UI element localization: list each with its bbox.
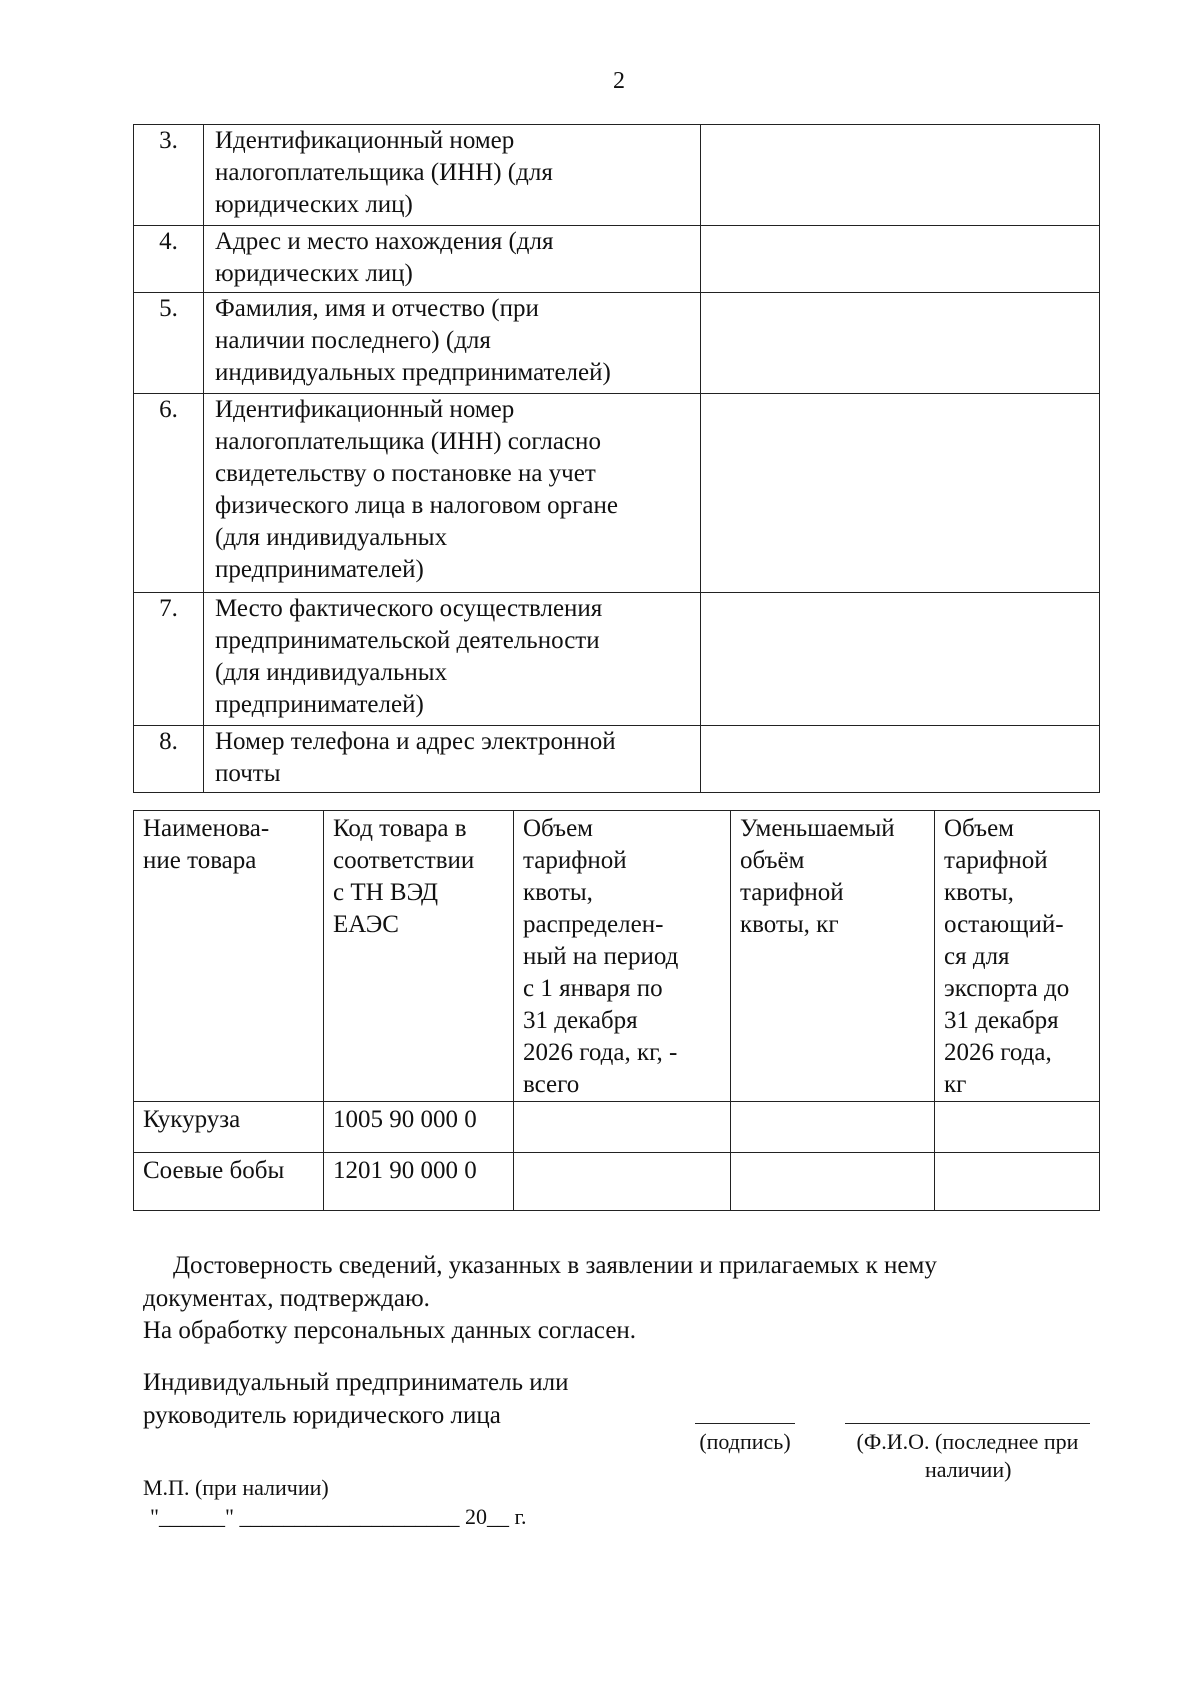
row-value-field[interactable] <box>701 593 1100 726</box>
goods-name: Соевые бобы <box>134 1153 324 1211</box>
consent-statement: На обработку персональных данных согласен. <box>143 1317 637 1344</box>
goods-header-line: Объем <box>944 815 1014 842</box>
goods-header-line: соответствии <box>333 847 475 874</box>
row-number: 6. <box>134 394 204 593</box>
goods-header-line: Уменьшаемый <box>740 815 895 842</box>
goods-header-line: тарифной <box>523 847 627 874</box>
goods-header-line: Объем <box>523 815 593 842</box>
row-label <box>204 726 701 793</box>
goods-code: 1005 90 000 0 <box>324 1102 514 1153</box>
row-number: 8. <box>134 726 204 793</box>
goods-quota-table <box>133 810 1100 1211</box>
row-label-line: юридических лиц) <box>215 191 413 218</box>
row-label-line: почты <box>215 760 281 787</box>
row-value-field[interactable] <box>701 726 1100 793</box>
goods-header-line: с ТН ВЭД <box>333 879 439 906</box>
row-label-line: налогоплательщика (ИНН) согласно <box>215 428 601 455</box>
info-row <box>134 226 1100 293</box>
row-label-line: Идентификационный номер <box>215 127 515 154</box>
full-name-label-line-1: (Ф.И.О. (последнее при <box>856 1429 1079 1454</box>
goods-header-cell <box>731 811 935 1102</box>
row-value-field[interactable] <box>701 226 1100 293</box>
row-label-line: Адрес и место нахождения (для <box>215 228 554 255</box>
row-label-line: юридических лиц) <box>215 260 413 287</box>
info-row <box>134 293 1100 394</box>
goods-header-cell <box>324 811 514 1102</box>
signature-line <box>695 1423 795 1424</box>
goods-header-line: с 1 января по <box>523 975 663 1002</box>
info-row <box>134 394 1100 593</box>
goods-header-line: квоты, <box>523 879 593 906</box>
goods-header-line: 31 декабря <box>944 1007 1059 1034</box>
row-number: 4. <box>134 226 204 293</box>
quota-total-field[interactable] <box>514 1102 731 1153</box>
quota-reduced-field[interactable] <box>731 1102 935 1153</box>
confirmation-paragraph <box>143 1249 1088 1315</box>
row-label-line: (для индивидуальных <box>215 659 448 686</box>
goods-header-line: 2026 года, <box>944 1039 1052 1066</box>
row-label-line: Место фактического осуществления <box>215 595 603 622</box>
goods-header-line: ный на период <box>523 943 679 970</box>
confirmation-line-1: Достоверность сведений, указанных в заявлении и прилагаемых к нему <box>173 1252 937 1279</box>
row-number: 3. <box>134 125 204 226</box>
goods-header-line: ся для <box>944 943 1010 970</box>
confirmation-line-2: документах, подтверждаю. <box>143 1285 430 1312</box>
goods-header-line: квоты, кг <box>740 911 839 938</box>
info-row <box>134 125 1100 226</box>
row-value-field[interactable] <box>701 125 1100 226</box>
row-label-line: физического лица в налоговом органе <box>215 492 618 519</box>
goods-header-cell <box>134 811 324 1102</box>
row-label-line: предпринимательской деятельности <box>215 627 600 654</box>
row-number: 5. <box>134 293 204 394</box>
signer-title-line-1: Индивидуальный предприниматель или <box>143 1369 569 1396</box>
row-label-line: наличии последнего) (для <box>215 327 491 354</box>
applicant-info-table <box>133 124 1100 793</box>
goods-header-line: ЕАЭС <box>333 911 399 938</box>
page-number: 2 <box>613 68 625 94</box>
row-label <box>204 125 701 226</box>
row-label <box>204 394 701 593</box>
row-label-line: Фамилия, имя и отчество (при <box>215 295 539 322</box>
goods-header-line: ние товара <box>143 847 257 874</box>
row-label-line: предпринимателей) <box>215 691 424 718</box>
goods-header-cell <box>514 811 731 1102</box>
goods-header-line: экспорта до <box>944 975 1070 1002</box>
goods-header-cell <box>935 811 1100 1102</box>
goods-header-line: Код товара в <box>333 815 467 842</box>
row-label-line: предпринимателей) <box>215 556 424 583</box>
row-label-line: индивидуальных предпринимателей) <box>215 359 611 386</box>
date-line: "______" ____________________ 20__ г. <box>150 1504 527 1529</box>
goods-row <box>134 1153 1100 1211</box>
goods-header-line: распределен- <box>523 911 664 938</box>
row-label-line: Идентификационный номер <box>215 396 515 423</box>
row-label-line: Номер телефона и адрес электронной <box>215 728 616 755</box>
row-label <box>204 293 701 394</box>
row-value-field[interactable] <box>701 293 1100 394</box>
goods-header-line: остающий- <box>944 911 1064 938</box>
row-label-line: (для индивидуальных <box>215 524 448 551</box>
row-label <box>204 226 701 293</box>
full-name-label <box>835 1428 1100 1484</box>
stamp-note: М.П. (при наличии) <box>143 1475 329 1500</box>
full-name-line <box>845 1423 1090 1424</box>
goods-name: Кукуруза <box>134 1102 324 1153</box>
row-value-field[interactable] <box>701 394 1100 593</box>
goods-header-line: всего <box>523 1071 580 1098</box>
row-number: 7. <box>134 593 204 726</box>
row-label-line: свидетельству о постановке на учет <box>215 460 596 487</box>
goods-header-line: Наименова- <box>143 815 270 842</box>
goods-header-line: 31 декабря <box>523 1007 638 1034</box>
goods-header-line: тарифной <box>740 879 844 906</box>
row-label <box>204 593 701 726</box>
signer-title <box>143 1366 568 1432</box>
goods-header-line: объём <box>740 847 805 874</box>
goods-code: 1201 90 000 0 <box>324 1153 514 1211</box>
goods-header-line: квоты, <box>944 879 1014 906</box>
info-row <box>134 726 1100 793</box>
quota-reduced-field[interactable] <box>731 1153 935 1211</box>
goods-header-line: тарифной <box>944 847 1048 874</box>
full-name-label-line-2: наличии) <box>925 1457 1012 1482</box>
quota-remaining-field[interactable] <box>935 1153 1100 1211</box>
goods-header-row <box>134 811 1100 1102</box>
goods-header-line: 2026 года, кг, - <box>523 1039 678 1066</box>
quota-remaining-field[interactable] <box>935 1102 1100 1153</box>
goods-header-line: кг <box>944 1071 967 1098</box>
row-label-line: налогоплательщика (ИНН) (для <box>215 159 553 186</box>
info-row <box>134 593 1100 726</box>
quota-total-field[interactable] <box>514 1153 731 1211</box>
signature-label: (подпись) <box>699 1429 791 1454</box>
goods-row <box>134 1102 1100 1153</box>
signer-title-line-2: руководитель юридического лица <box>143 1402 501 1429</box>
